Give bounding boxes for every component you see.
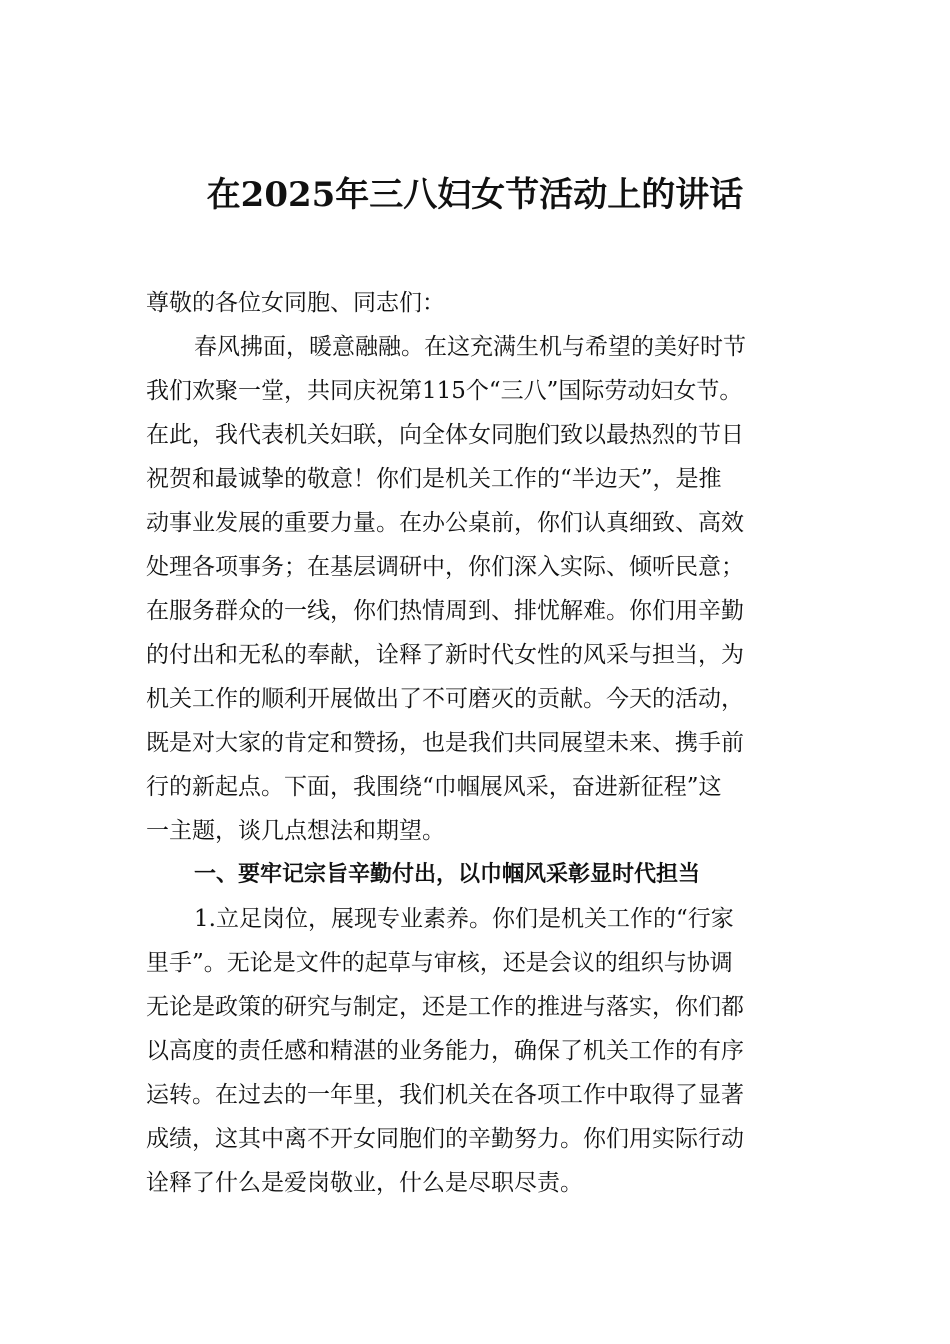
salutation-line: 尊敬的各位女同胞、同志们： xyxy=(146,290,445,316)
paragraph-2-line-5: 运转。在过去的一年里，我们机关在各项工作中取得了显著 xyxy=(146,1082,744,1108)
paragraph-1-line-6: 处理各项事务；在基层调研中，你们深入实际、倾听民意； xyxy=(146,554,744,580)
paragraph-1-line-10: 既是对大家的肯定和赞扬，也是我们共同展望未来、携手前 xyxy=(146,730,744,756)
paragraph-1-line-1: 春风拂面，暖意融融。在这充满生机与希望的美好时节 xyxy=(194,334,746,360)
paragraph-2-line-1: 1.立足岗位，展现专业素养。你们是机关工作的“行家 xyxy=(194,906,734,932)
paragraph-1-line-2: 我们欢聚一堂，共同庆祝第115个“三八”国际劳动妇女节。 xyxy=(146,378,743,404)
paragraph-1-line-3: 在此，我代表机关妇联，向全体女同胞们致以最热烈的节日 xyxy=(146,422,744,448)
section-heading-1: 一、要牢记宗旨辛勤付出，以巾帼风采彰显时代担当 xyxy=(194,862,701,887)
paragraph-1-line-4: 祝贺和最诚挚的敬意！你们是机关工作的“半边天”，是推 xyxy=(146,466,722,492)
paragraph-1-line-5: 动事业发展的重要力量。在办公桌前，你们认真细致、高效 xyxy=(146,510,744,536)
paragraph-2-line-6: 成绩，这其中离不开女同胞们的辛勤努力。你们用实际行动 xyxy=(146,1126,744,1152)
paragraph-1-line-12: 一主题，谈几点想法和期望。 xyxy=(146,818,445,844)
paragraph-1-line-11: 行的新起点。下面，我围绕“巾帼展风采，奋进新征程”这 xyxy=(146,774,722,800)
paragraph-2-line-7: 诠释了什么是爱岗敬业，什么是尽职尽责。 xyxy=(146,1170,583,1196)
paragraph-2-line-2: 里手”。无论是文件的起草与审核，还是会议的组织与协调 xyxy=(146,950,733,976)
paragraph-2-line-4: 以高度的责任感和精湛的业务能力，确保了机关工作的有序 xyxy=(146,1038,744,1064)
paragraph-1-line-8: 的付出和无私的奉献，诠释了新时代女性的风采与担当，为 xyxy=(146,642,744,668)
document-title: 在2025年三八妇女节活动上的讲话 xyxy=(206,175,744,215)
paragraph-1-line-7: 在服务群众的一线，你们热情周到、排忧解难。你们用辛勤 xyxy=(146,598,744,624)
paragraph-1-line-9: 机关工作的顺利开展做出了不可磨灭的贡献。今天的活动， xyxy=(146,686,744,712)
document-body xyxy=(146,281,816,1205)
paragraph-2-line-3: 无论是政策的研究与制定，还是工作的推进与落实，你们都 xyxy=(146,994,744,1020)
